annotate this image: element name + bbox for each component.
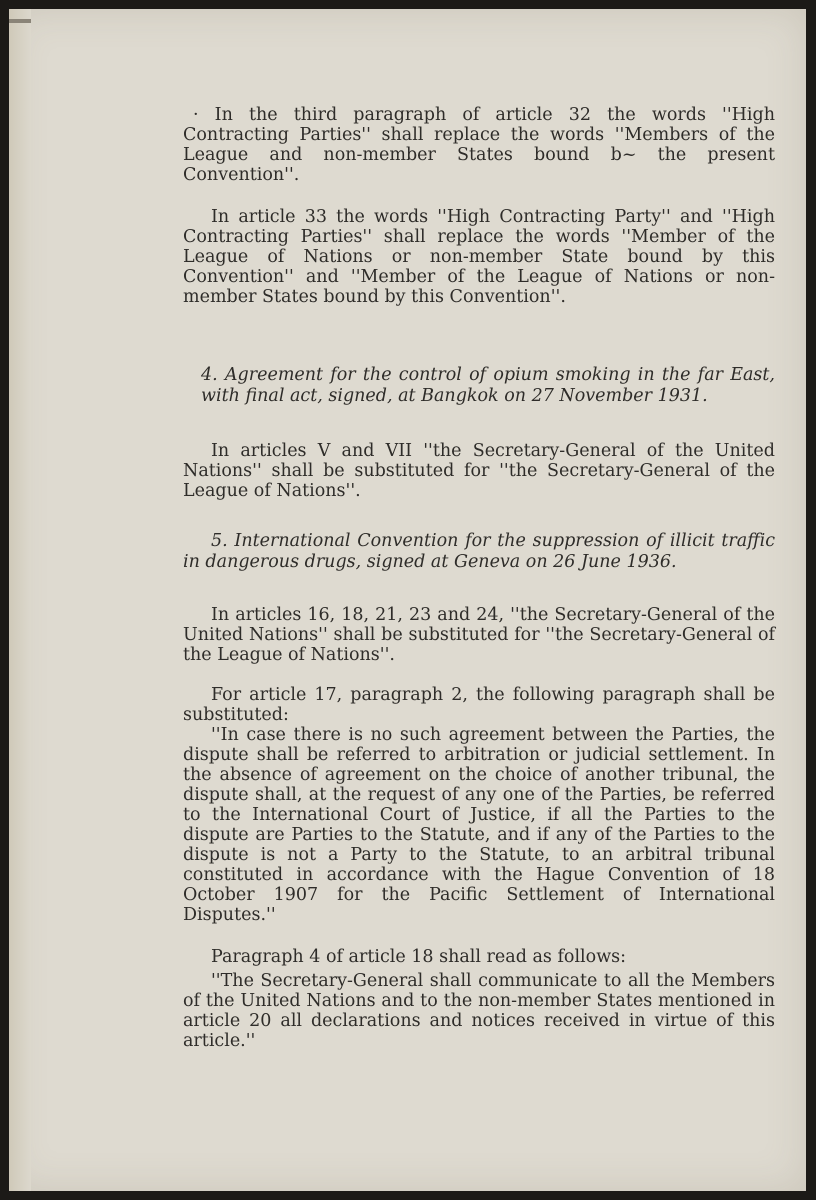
quoted-paragraph-arbitration: ''In case there is no such agreement between the Parties, the dispute shall be referred to arbitration or judicial settlement. In the absence of agreement on the choice of another tribunal, the dispute shall, at the request of any one of the Parties, be referred to the International Court of Justice, if all the Parties to the dispute are Parties to the Statute, and if any of the Parties to the dispute is not a Party to the Statute, to an arbitral tribunal constituted in accordance with the Hague Convention of 18 October 1907 for the Pacific Settlement of International Disputes.'' [183, 725, 775, 925]
document-page [9, 9, 806, 1191]
paragraph-article-33: In article 33 the words ''High Contracting Party'' and ''High Contracting Parties'' shall replace the words ''Member of the League of Nations or non-member State bound by this Convention'' and ''Member of the League of Nations or non-member States bound by this Convention''. [183, 207, 775, 307]
paragraph-article-18: Paragraph 4 of article 18 shall read as follows: [211, 947, 627, 967]
page-edge [9, 9, 31, 1191]
quoted-paragraph-communication: ''The Secretary-General shall communicate to all the Members of the United Nations and to the non-member States mentioned in article 20 all declarations and notices received in virtue of this article.'' [183, 971, 775, 1051]
heading-item-5: 5. International Convention for the suppression of illicit traffic in dangerous drugs, signed at Geneva on 26 June 1936. [183, 531, 775, 572]
paragraph-article-17: For article 17, paragraph 2, the following paragraph shall be substituted: [183, 685, 775, 725]
paragraph-articles-16-24: In articles 16, 18, 21, 23 and 24, ''the Secretary-General of the United Nations'' shall be substituted for ''the Secretary-General of the League of Nations''. [183, 605, 775, 665]
edge-mark [9, 19, 31, 23]
paragraph-article-32: · In the third paragraph of article 32 the words ''High Contracting Parties'' shall replace the words ''Members of the League and non-member States bound b~ the present Convention''. [183, 105, 775, 185]
heading-item-4: 4. Agreement for the control of opium smoking in the far East, with final act, signed, at Bangkok on 27 November 1931. [201, 365, 775, 406]
paragraph-articles-v-vii: In articles V and VII ''the Secretary-General of the United Nations'' shall be substituted for ''the Secretary-General of the League of Nations''. [183, 441, 775, 501]
